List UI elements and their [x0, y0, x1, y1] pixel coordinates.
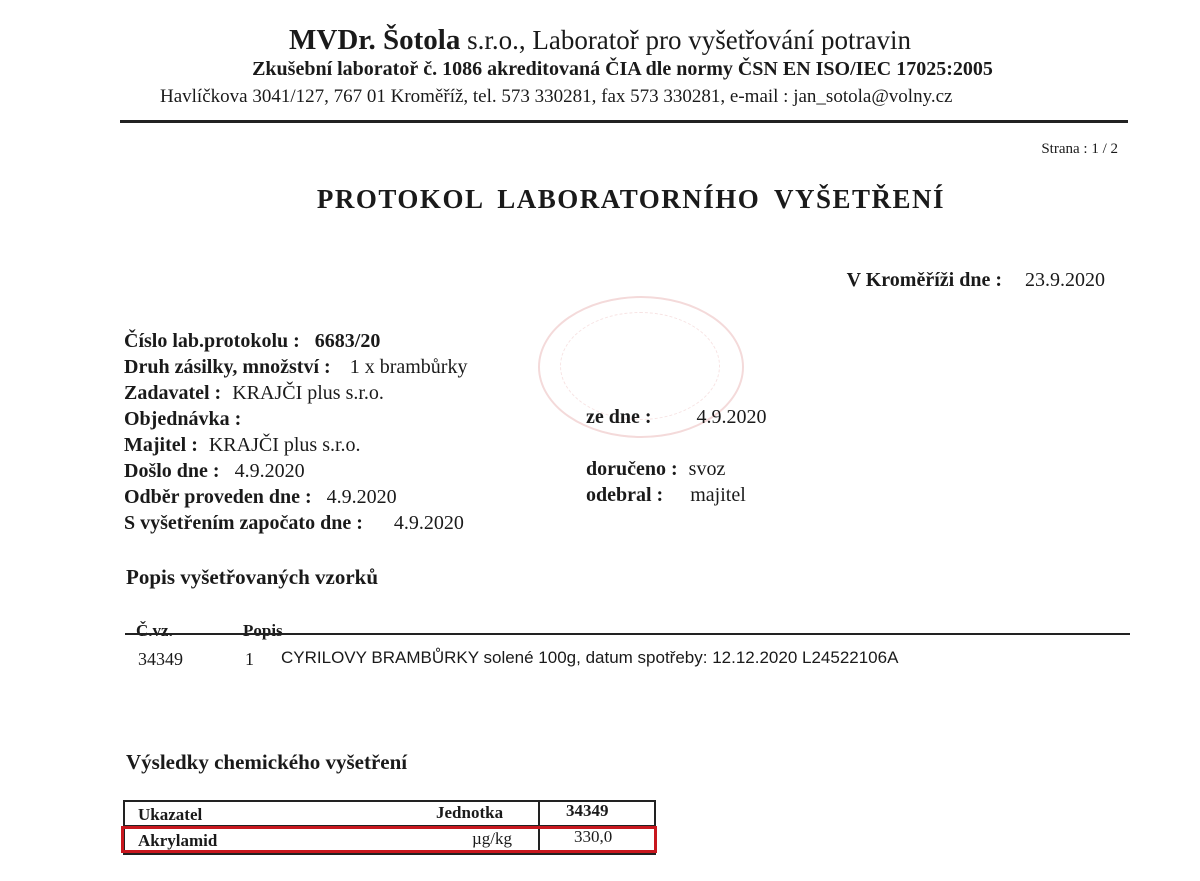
sample-id: 34349 [138, 649, 183, 669]
document-title: PROTOKOL LABORATORNÍHO VYŠETŘENÍ [316, 184, 946, 214]
samples-col-desc: Popis [243, 621, 283, 640]
field-client: Zadavatel : KRAJČI plus s.r.o. [124, 382, 384, 404]
samples-heading: Popis vyšetřovaných vzorků [126, 565, 378, 589]
address-line: Havlíčkova 3041/127, 767 01 Kroměříž, tel. 573 330281, fax 573 330281, e-mail : jan_sotola@volny.cz [160, 86, 953, 107]
protocol-number: 6683/20 [314, 330, 381, 352]
sample-index: 1 [245, 649, 254, 669]
results-col-indicator: Ukazatel [138, 805, 203, 824]
field-owner: Majitel : KRAJČI plus s.r.o. [124, 434, 361, 456]
result-highlight-box [121, 826, 657, 853]
results-col-sample: 34349 [566, 801, 609, 820]
field-order: Objednávka : [124, 408, 242, 430]
lab-name-line [0, 24, 1200, 57]
field-started: S vyšetřením započato dne : 4.9.2020 [124, 512, 464, 534]
field-received: Došlo dne : 4.9.2020 [124, 460, 305, 482]
field-order-date: ze dne : 4.9.2020 [586, 406, 767, 428]
header-divider [120, 120, 1128, 123]
page-number [1041, 141, 1118, 158]
samples-col-id: Č.vz. [136, 621, 173, 640]
field-shipment: Druh zásilky, množství : 1 x brambůrky [124, 356, 468, 378]
accreditation-line: Zkušební laboratoř č. 1086 akreditovaná ČIA dle normy ČSN EN ISO/IEC 17025:2005 [252, 58, 993, 80]
issue-date-label: V Kroměříži dne : [846, 269, 1002, 291]
results-heading: Výsledky chemického vyšetření [126, 750, 408, 774]
issue-date-value: 23.9.2020 [1025, 269, 1105, 291]
page-number-value: 1 / 2 [1091, 141, 1118, 157]
field-sampled-by: odebral : majitel [586, 484, 746, 506]
result-indicator: Akrylamid [138, 831, 218, 850]
stamp-seal-inner [560, 312, 720, 420]
lab-name: MVDr. Šotola [289, 24, 461, 56]
result-value: 330,0 [574, 827, 613, 846]
result-unit: µg/kg [472, 829, 513, 848]
page-number-label: Strana : [1041, 141, 1088, 157]
field-protocol-number: Číslo lab.protokolu : 6683/20 [124, 330, 381, 352]
field-sampled: Odběr proveden dne : 4.9.2020 [124, 486, 397, 508]
samples-header-rule [125, 633, 1130, 635]
field-delivered: doručeno : svoz [586, 458, 726, 480]
sample-description: CYRILOVY BRAMBŮRKY solené 100g, datum spotřeby: 12.12.2020 L24522106A [281, 648, 899, 667]
results-col-unit: Jednotka [436, 803, 504, 822]
lab-name-rest: s.r.o., Laboratoř pro vyšetřování potravin [467, 25, 911, 55]
issue-date [847, 269, 1105, 292]
